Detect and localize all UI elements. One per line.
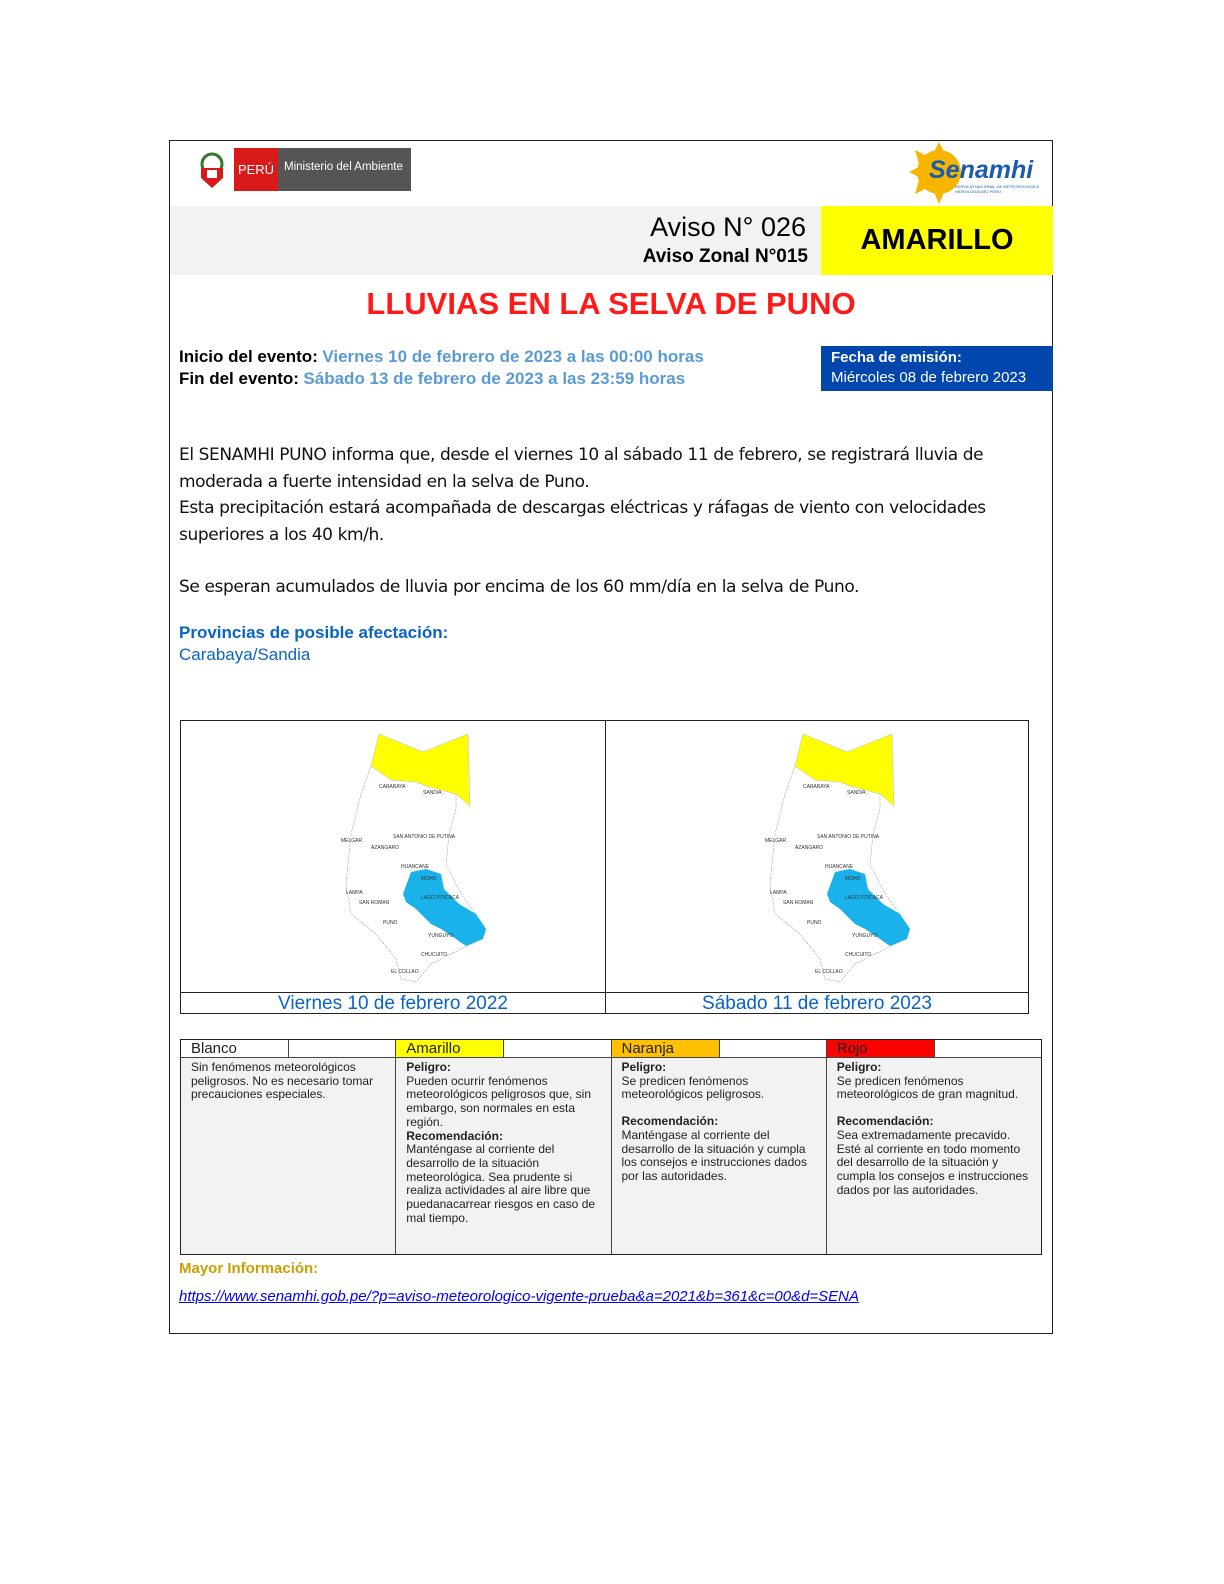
- legend-level-name: Amarillo: [396, 1040, 503, 1057]
- peligro-label: Peligro:: [621, 1060, 667, 1074]
- legend-level-name: Naranja: [612, 1040, 719, 1057]
- senamhi-logo: [903, 142, 1051, 204]
- map-day1: [181, 721, 606, 992]
- aviso-zonal: Aviso Zonal N°015: [642, 246, 808, 267]
- ministry-logo: Ministerio del Ambiente: [278, 148, 411, 191]
- map-label: MELGAR: [341, 838, 363, 844]
- map-caption-1: Viernes 10 de febrero 2022: [181, 992, 606, 1014]
- map-label: CHUCUITO: [421, 952, 448, 958]
- peligro-label: Peligro:: [836, 1060, 882, 1074]
- map-label: CARABAYA: [379, 784, 406, 790]
- map-label: HUANCANE: [825, 864, 854, 870]
- emission-value: Miércoles 08 de febrero 2023: [831, 369, 1027, 386]
- legend-level-name: Blanco: [181, 1040, 288, 1057]
- aviso-number: Aviso N° 026: [650, 212, 806, 242]
- legend-level-name: Rojo: [827, 1040, 934, 1057]
- peligro-text: Pueden ocurrir fenómenos meteorológicos peligrosos que, sin embargo, son normales en esta región.: [406, 1073, 592, 1129]
- map-label: LAGO TITICACA: [845, 895, 883, 901]
- recomendacion-label: Recomendación:: [621, 1114, 719, 1129]
- peligro-label: Peligro:: [406, 1060, 451, 1074]
- map-label: AZANGARO: [795, 845, 824, 851]
- description-p2: Esta precipitación estará acompañada de descargas eléctricas y ráfagas de viento con velocidades superiores a los 40 km/h.: [179, 498, 986, 545]
- more-info-label: Mayor Información:: [179, 1260, 319, 1277]
- recomendacion-text: Sea extremadamente precavido. Esté al corriente en todo momento del desarrollo de la situación y cumpla los consejos e instrucciones dados por las autoridades.: [836, 1127, 1029, 1197]
- map-caption-2: Sábado 11 de febrero 2023: [605, 992, 1029, 1014]
- recomendacion-text: Manténgase al corriente del desarrollo de la situación meteorológica. Sea prudente si realiza actividades al aire libre que puedanacarrear riesgos en caso de mal tiempo.: [406, 1142, 596, 1225]
- description-p3: Se esperan acumulados de lluvia por encima de los 60 mm/día en la selva de Puno.: [179, 577, 860, 597]
- legend-rojo: [827, 1040, 1041, 1254]
- alert-level: AMARILLO: [821, 206, 1053, 275]
- peligro-text: Se predicen fenómenos meteorológicos peligrosos.: [621, 1073, 765, 1102]
- map-label: SAN ROMAN: [359, 900, 390, 906]
- description-p1: El SENAMHI PUNO informa que, desde el viernes 10 al sábado 11 de febrero, se registrará lluvia de moderada a fuerte intensidad en la selva de Puno.: [179, 445, 984, 492]
- map-label: PUNO: [807, 920, 822, 926]
- senamhi-subtitle: SERVICIO NACIONAL DE METEOROLOGÍA E HIDROLOGÍA DEL PERÚ: [955, 184, 1040, 194]
- event-start-value: Viernes 10 de febrero de 2023 a las 00:00 horas: [322, 347, 704, 366]
- maps-table: [180, 720, 1029, 1014]
- map-label: LAMPA: [770, 890, 787, 896]
- peligro-text: Se predicen fenómenos meteorológicos de gran magnitud.: [836, 1073, 1019, 1102]
- map-label: CARABAYA: [803, 784, 830, 790]
- event-end: [179, 369, 685, 389]
- map-label: EL COLLAO: [815, 969, 843, 975]
- peru-coat-of-arms-icon: [195, 150, 229, 190]
- map-label: MOHO: [421, 876, 437, 882]
- alert-title: LLUVIAS EN LA SELVA DE PUNO: [366, 286, 856, 321]
- map-label: SANDIA: [847, 790, 866, 796]
- provinces: [179, 622, 448, 666]
- map-label: AZANGARO: [371, 845, 400, 851]
- map-label: CHUCUITO: [845, 952, 872, 958]
- map-label: HUANCANE: [401, 864, 430, 870]
- recomendacion-label: Recomendación:: [406, 1128, 503, 1143]
- recomendacion-text: Manténgase al corriente del desarrollo de la situación y cumpla los consejos e instrucciones dados por las autoridades.: [621, 1127, 807, 1183]
- provinces-value: Carabaya/Sandia: [179, 645, 311, 664]
- puno-map: [331, 724, 501, 986]
- legend-table: [180, 1039, 1042, 1255]
- map-label: SAN ANTONIO DE PUTINA: [817, 834, 880, 840]
- peru-logo: PERÚ: [234, 148, 278, 191]
- map-label: SAN ROMAN: [783, 900, 814, 906]
- map-label: LAGO TITICACA: [421, 895, 459, 901]
- legend-naranja: [612, 1040, 827, 1254]
- map-label: LAMPA: [346, 890, 363, 896]
- map-label: SANDIA: [423, 790, 442, 796]
- map-day2: [605, 721, 1029, 992]
- map-label: MOHO: [845, 876, 861, 882]
- provinces-label: Provincias de posible afectación:: [179, 623, 449, 642]
- puno-map: [755, 724, 925, 986]
- recomendacion-label: Recomendación:: [836, 1114, 934, 1129]
- event-start: [179, 347, 704, 367]
- legend-blanco: [181, 1040, 396, 1254]
- map-label: YUNGUYO: [852, 933, 878, 939]
- more-info-link[interactable]: https://www.senamhi.gob.pe/?p=aviso-meteorologico-vigente-prueba&a=2021&b=361&c=00&d=SENA: [179, 1288, 860, 1305]
- event-end-label: Fin del evento:: [179, 369, 299, 388]
- map-label: EL COLLAO: [391, 969, 419, 975]
- emission-label: Fecha de emisión:: [831, 349, 962, 366]
- map-label: SAN ANTONIO DE PUTINA: [393, 834, 456, 840]
- legend-text: Sin fenómenos meteorológicos peligrosos. No es necesario tomar precauciones especiales.: [191, 1060, 374, 1102]
- event-end-value: Sábado 13 de febrero de 2023 a las 23:59 horas: [303, 369, 686, 388]
- senamhi-wordmark: Senamhi: [929, 156, 1034, 184]
- map-label: MELGAR: [765, 838, 787, 844]
- map-label: YUNGUYO: [428, 933, 454, 939]
- event-start-label: Inicio del evento:: [179, 347, 318, 366]
- legend-amarillo: [396, 1040, 611, 1254]
- alert-description: [179, 442, 1039, 601]
- map-label: PUNO: [383, 920, 398, 926]
- emission-date-box: [821, 346, 1053, 391]
